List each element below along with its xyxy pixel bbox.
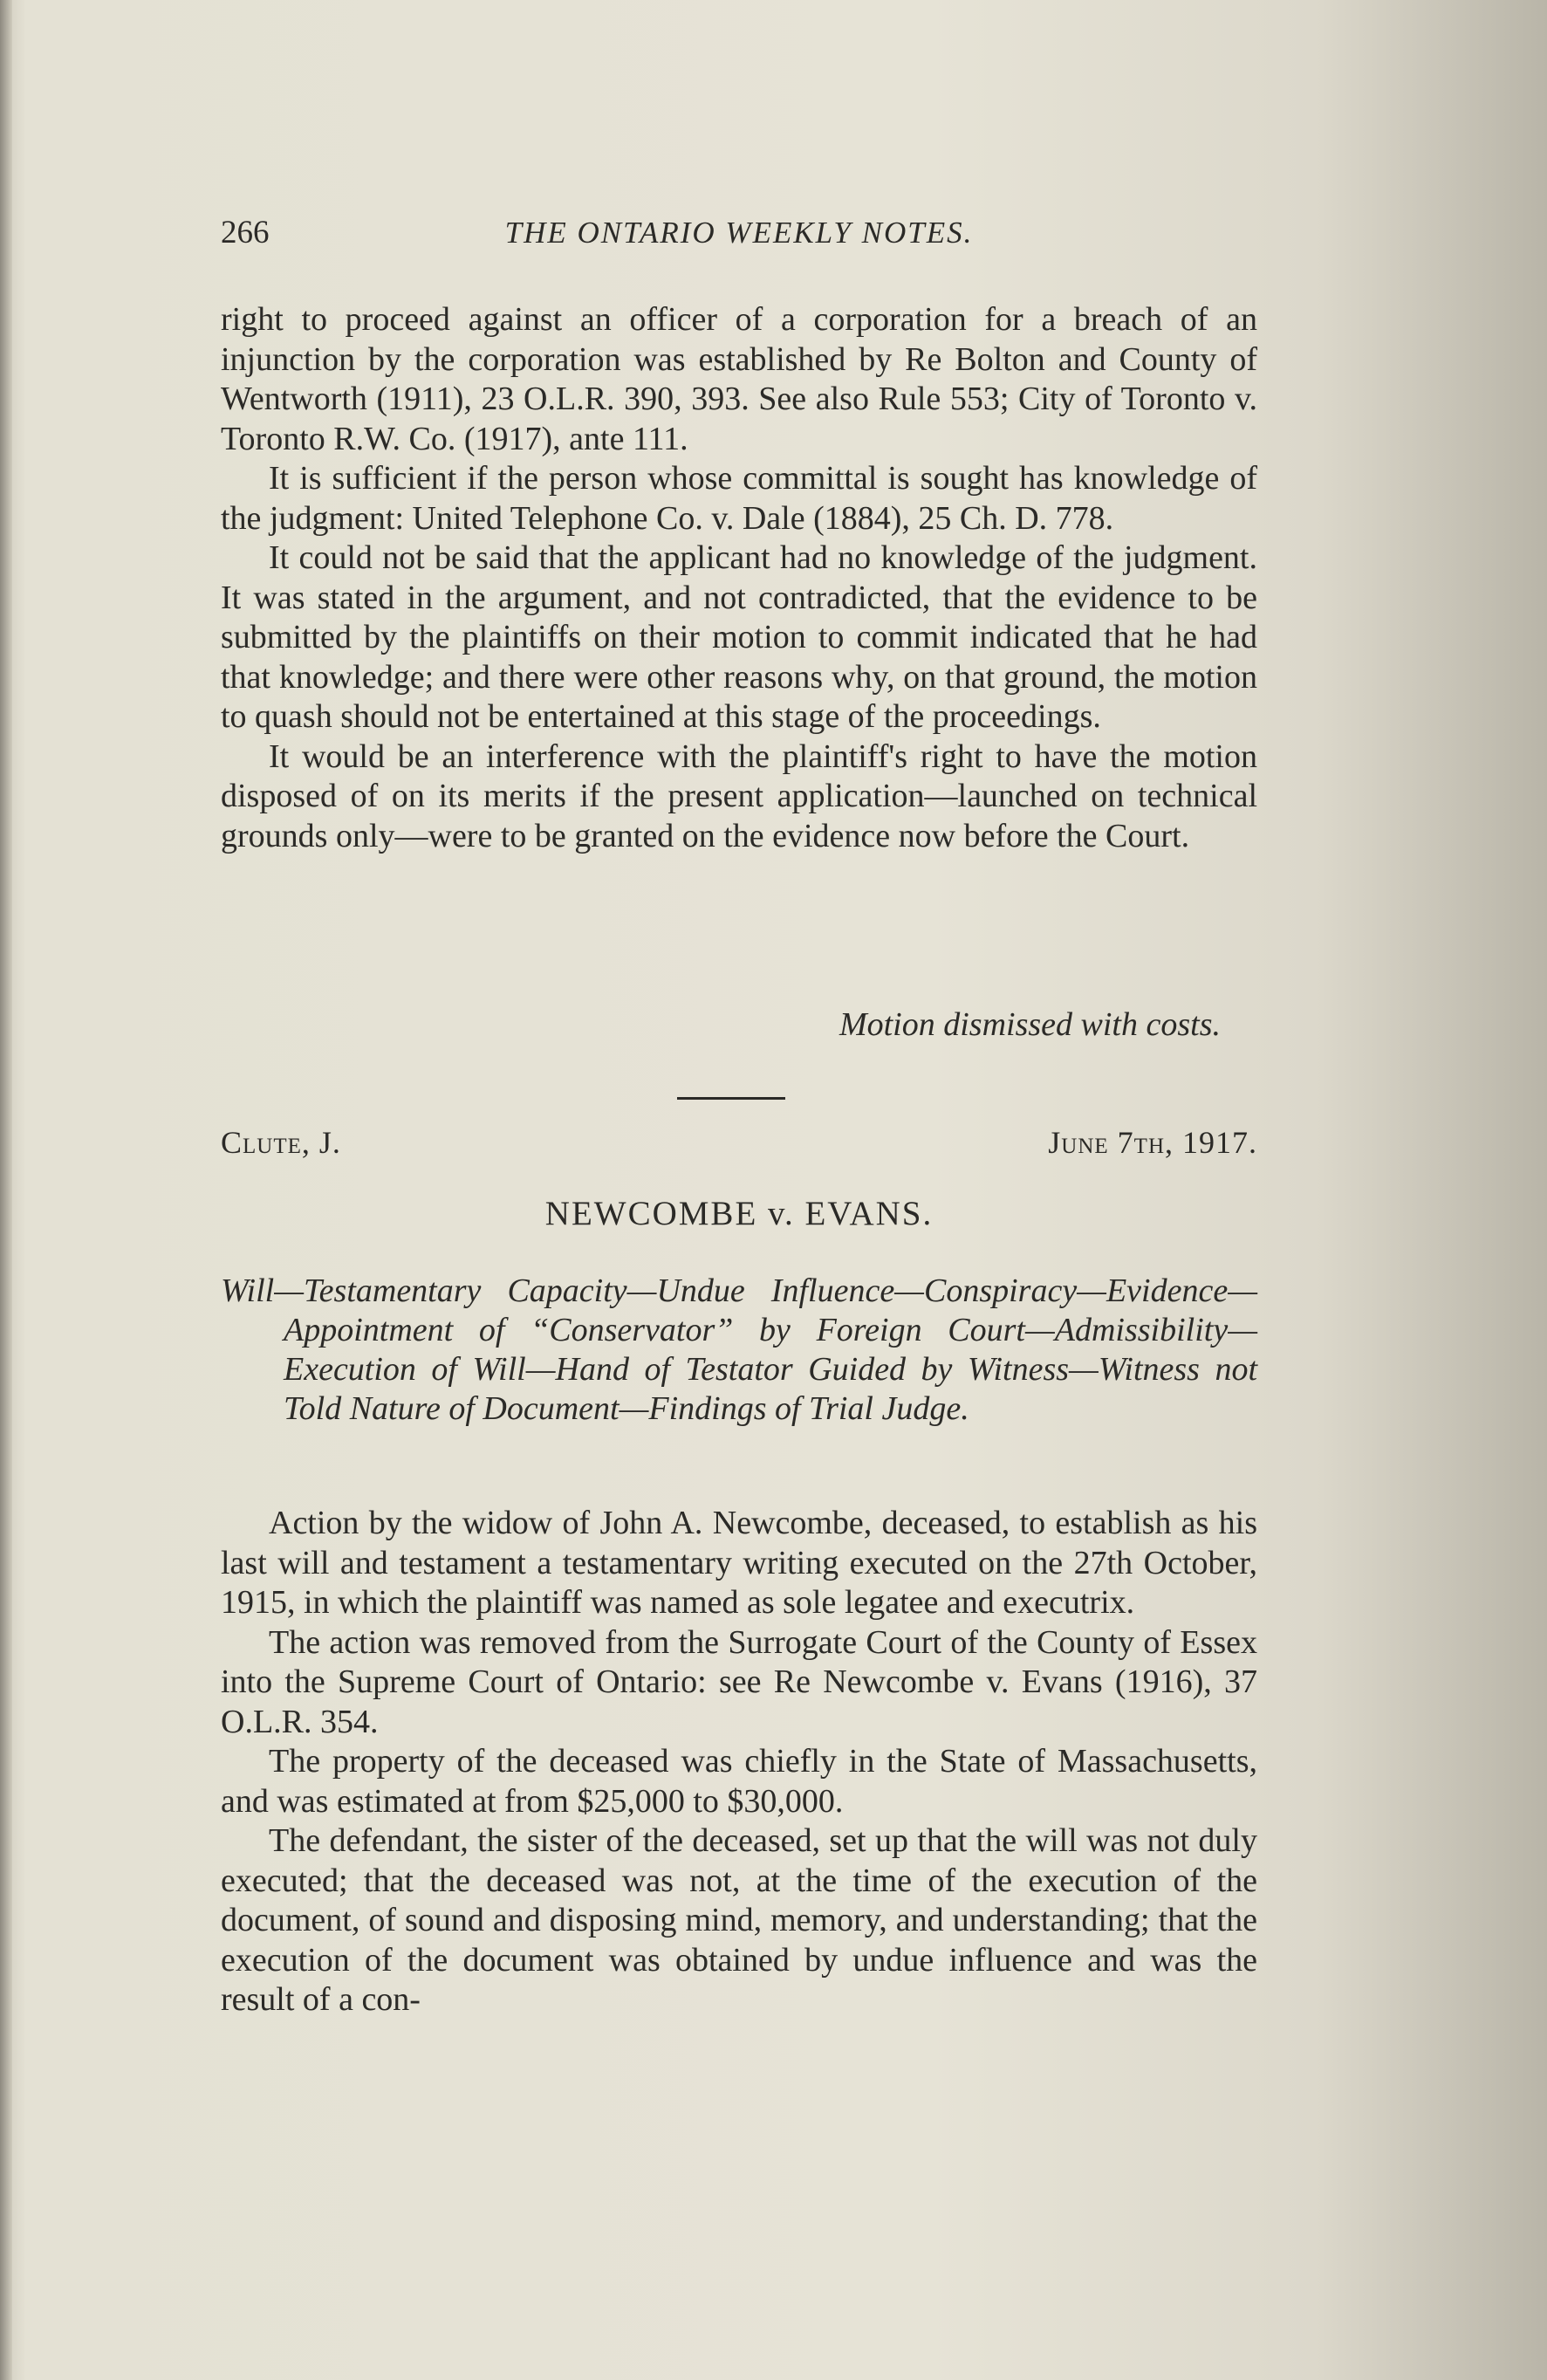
disposition: Motion dismissed with costs. — [839, 1006, 1221, 1043]
page-number: 266 — [221, 215, 270, 250]
section-divider — [677, 1097, 785, 1100]
case-title: NEWCOMBE v. EVANS. — [544, 1195, 934, 1232]
top-section — [221, 300, 1257, 856]
judge-name: Clute, J. — [221, 1125, 341, 1160]
paragraph: It is sufficient if the person whose committal is sought has knowledge of the judgment: United Telephone Co. v. Dale (1884), 25 Ch. D. 778. — [221, 460, 1257, 537]
paragraph: right to proceed against an officer of a corporation for a breach of an injunction by the corporation was established by Re Bolton and County of Wentworth (1911), 23 O.L.R. 390, 393. See also Rule 553; City of Toronto v. Toronto R.W. Co. (1917), ante 111. — [221, 301, 1257, 457]
decision-date: June 7th, 1917. — [1048, 1125, 1257, 1160]
running-title: THE ONTARIO WEEKLY NOTES. — [504, 216, 974, 250]
paragraph: Action by the widow of John A. Newcombe, deceased, to establish as his last will and testament a testamentary writing executed on the 27th October, 1915, in which the plaintiff was named as sole legatee and executrix. — [221, 1505, 1257, 1621]
paragraph: The action was removed from the Surrogate Court of the County of Essex into the Supreme Court of Ontario: see Re Newcombe v. Evans (1916), 37 O.L.R. 354. — [221, 1623, 1257, 1740]
book-spine-shadow — [0, 0, 12, 2380]
paragraph: It would be an interference with the plaintiff's right to have the motion disposed of on its merits if the present application—launched on technical grounds only—were to be granted on the evidence now before the Court. — [221, 737, 1257, 854]
paragraph: It could not be said that the applicant had no knowledge of the judgment. It was stated in the argument, and not contradicted, that the evidence to be submitted by the plaintiffs on their motion to commit indicated that he had that knowledge; and there were other reasons why, on that ground, the motion to quash should not be entertained at this stage of the proceedings. — [221, 539, 1257, 735]
case-body — [221, 1504, 1257, 2020]
paragraph: The defendant, the sister of the deceased, set up that the will was not duly executed; that the deceased was not, at the time of the execution of the document, of sound and disposing mind, memory, and understanding; that the execution of the document was obtained by undue influence and was the result of a con- — [221, 1822, 1257, 2018]
paragraph: The property of the deceased was chiefly in the State of Massachusetts, and was estimated at from $25,000 to $30,000. — [221, 1743, 1257, 1820]
page-header — [221, 214, 1257, 257]
headnote: Will—Testamentary Capacity—Undue Influence—Conspiracy—Evidence—Appointment of “Conservator” by Foreign Court—Admissibility—Execution of Will—Hand of Testator Guided by Witness—Witness not Told Nature of Document—Findings of Trial Judge. — [221, 1272, 1257, 1427]
